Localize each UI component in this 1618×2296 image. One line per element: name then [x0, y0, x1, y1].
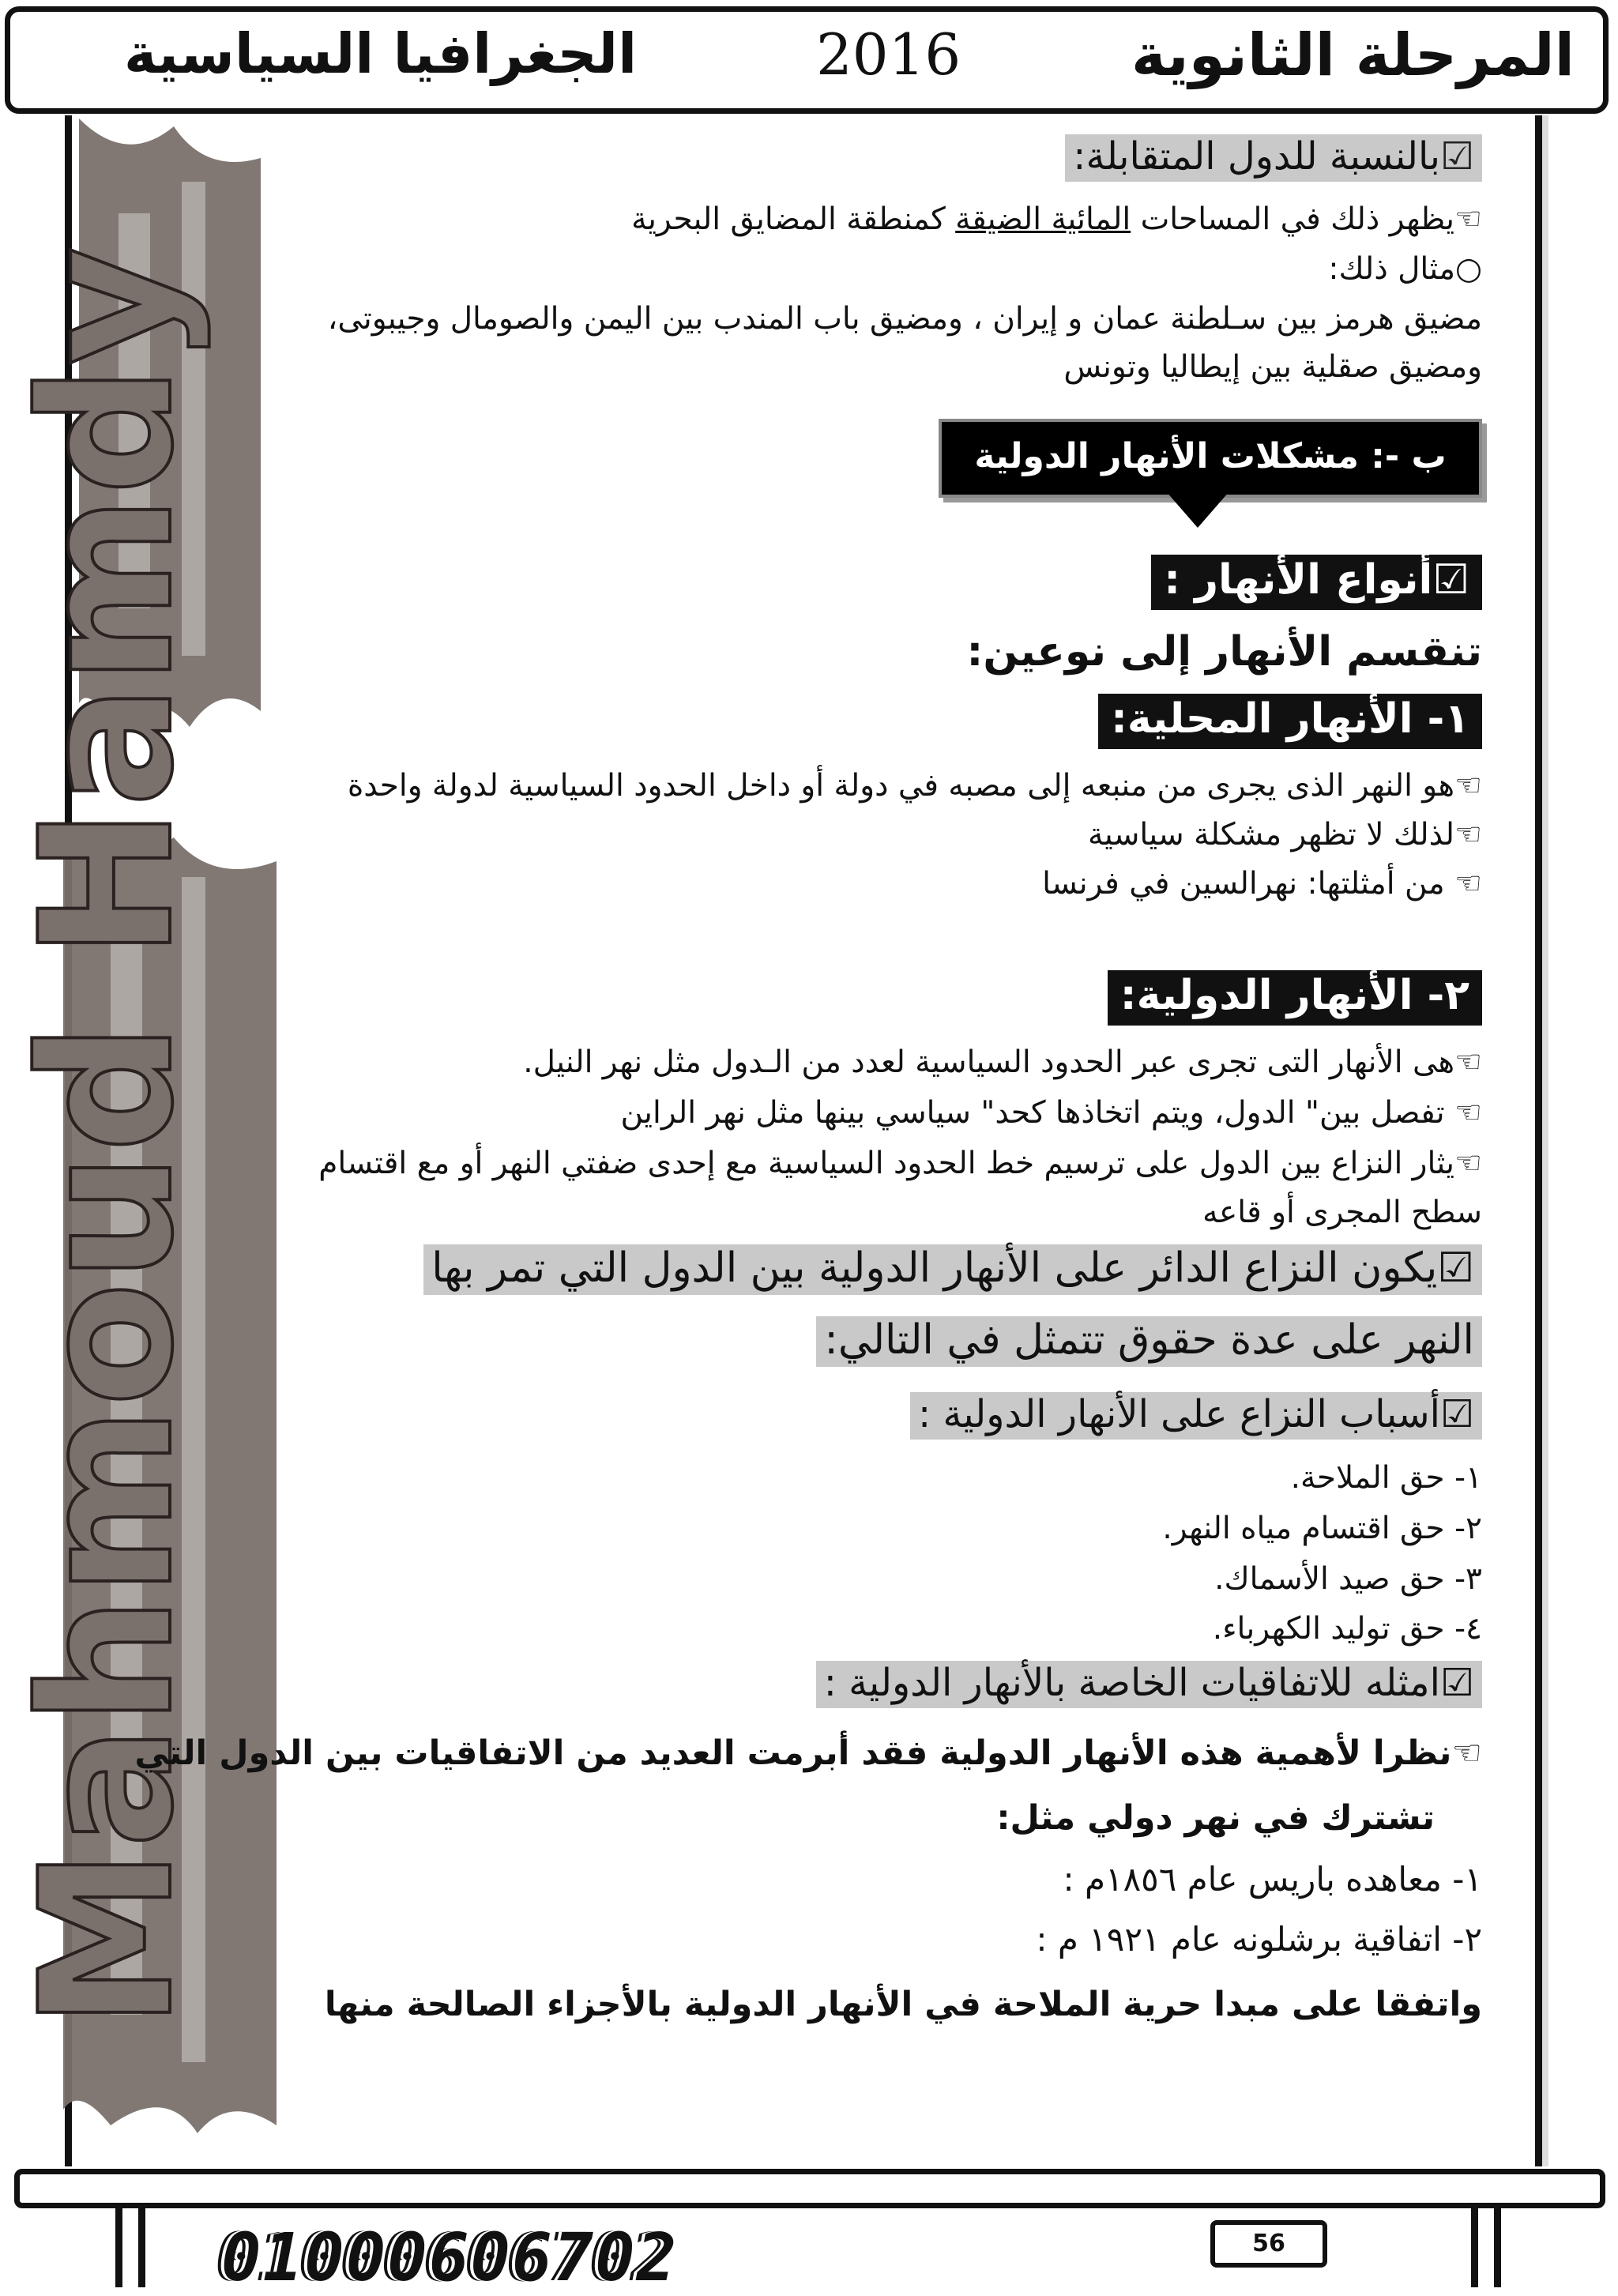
international-bullet: ☜ تفصل بين" الدول، ويتم اتخاذها كحد" سياسي بينها مثل نهر الراين — [620, 1095, 1482, 1131]
hand-pointer-icon: ☜ — [1454, 866, 1482, 901]
rivers-section-title: ب -: مشكلات الأنهار الدولية — [939, 419, 1482, 498]
cause-item: ٢- حق اقتسام مياه النهر. — [1162, 1511, 1482, 1546]
footer-post — [1471, 2208, 1501, 2287]
checkbox-icon: ☑ — [1439, 1661, 1474, 1705]
hand-pointer-icon: ☜ — [1454, 1146, 1482, 1181]
agreements-heading: ☑امثله للاتفاقيات الخاصة بالأنهار الدولية : — [816, 1661, 1482, 1708]
footer-post — [115, 2208, 145, 2287]
conflict-heading-line-1: ☑يكون النزاع الدائر على الأنهار الدولية بين الدول التي تمر بها — [423, 1244, 1482, 1295]
local-bullet: ☜هو النهر الذى يجرى من منبعه إلى مصبه في دولة أو داخل الحدود السياسية لدولة واحدة — [347, 768, 1482, 804]
footer-bar — [14, 2169, 1605, 2208]
international-bullet: ☜يثار النزاع بين الدول على ترسيم خط الحدود السياسية مع إحدى ضفتي النهر أو مع اقتسام — [318, 1146, 1482, 1181]
underlined-term: المائية الضيقة — [955, 201, 1131, 237]
causes-heading: ☑أسباب النزاع على الأنهار الدولية : — [910, 1392, 1482, 1440]
opposite-states-heading: ☑بالنسبة للدول المتقابلة: — [1065, 134, 1482, 182]
checkbox-icon: ☑ — [1439, 134, 1474, 179]
cause-item: ١- حق الملاحة. — [1290, 1460, 1482, 1496]
agreements-conclusion: واتفقا على مبدا حرية الملاحة في الأنهار الدولية بالأجزاء الصالحة منها — [324, 1985, 1482, 2024]
phone-number: 01000606702 — [221, 2219, 679, 2296]
agreements-intro-line-2: تشترك في نهر دولي مثل: — [996, 1798, 1435, 1838]
hand-pointer-icon: ☜ — [1454, 768, 1482, 804]
checkbox-icon: ☑ — [1437, 1244, 1474, 1292]
international-bullet-continuation: سطح المجرى أو قاعه — [1202, 1195, 1482, 1230]
opposite-states-bullet: ☜يظهر ذلك في المساحات المائية الضيقة كمنطقة المضايق البحرية — [631, 201, 1482, 237]
hand-pointer-icon: ☜ — [1451, 1733, 1482, 1773]
agreement-item: ٢- اتفاقية برشلونه عام ١٩٢١ م : — [1036, 1920, 1482, 1959]
conflict-heading-line-2: النهر على عدة حقوق تتمثل في التالي: — [816, 1316, 1482, 1367]
international-bullet: ☜هى الأنهار التى تجرى عبر الحدود السياسية لعدد من الـدول مثل نهر النيل. — [523, 1044, 1482, 1080]
hand-pointer-icon: ☜ — [1454, 1095, 1482, 1131]
river-types-intro: تنقسم الأنهار إلى نوعين: — [966, 628, 1482, 676]
agreements-intro-line-1: ☜نظرا لأهمية هذه الأنهار الدولية فقد أبرمت العديد من الاتفاقيات بين الدول التي — [134, 1733, 1482, 1773]
example-label: ○مثال ذلك: — [1328, 251, 1482, 287]
author-watermark — [2, 119, 292, 2157]
cause-item: ٤- حق توليد الكهرباء. — [1212, 1611, 1482, 1647]
river-types-heading: ☑أنواع الأنهار : — [1151, 555, 1482, 610]
local-rivers-heading: ١- الأنهار المحلية: — [1098, 694, 1482, 749]
checkbox-icon: ☑ — [1439, 1392, 1474, 1436]
example-line-2: ومضيق صقلية بين إيطاليا وتونس — [1063, 349, 1482, 385]
example-line-1: مضيق هرمز بين سـلطنة عمان و إيران ، ومضيق باب المندب بين اليمن والصومال وجيبوتى، — [327, 301, 1482, 337]
cause-item: ٣- حق صيد الأسماك. — [1214, 1561, 1482, 1597]
page-number: 56 — [1210, 2220, 1327, 2268]
stage-title: المرحلة الثانوية — [1131, 21, 1575, 89]
local-bullet: ☜ من أمثلتها: نهرالسين في فرنسا — [1042, 866, 1482, 901]
down-arrow-icon — [1166, 491, 1229, 528]
circle-bullet-icon: ○ — [1454, 251, 1482, 287]
international-rivers-heading: ٢- الأنهار الدولية: — [1108, 970, 1482, 1026]
checkbox-icon: ☑ — [1432, 556, 1469, 604]
page-header — [5, 6, 1609, 114]
agreement-item: ١- معاهده باريس عام ١٨٥٦م : — [1063, 1860, 1482, 1899]
header-year: 2016 — [816, 21, 961, 88]
hand-pointer-icon: ☜ — [1454, 817, 1482, 853]
local-bullet: ☜لذلك لا تظهر مشكلة سياسية — [1088, 817, 1482, 853]
svg-text:Mahmoud Hamdy: Mahmoud Hamdy — [2, 247, 213, 2029]
hand-pointer-icon: ☜ — [1454, 1044, 1482, 1080]
subject-title: الجغرافيا السياسية — [124, 21, 638, 86]
hand-pointer-icon: ☜ — [1454, 201, 1482, 237]
